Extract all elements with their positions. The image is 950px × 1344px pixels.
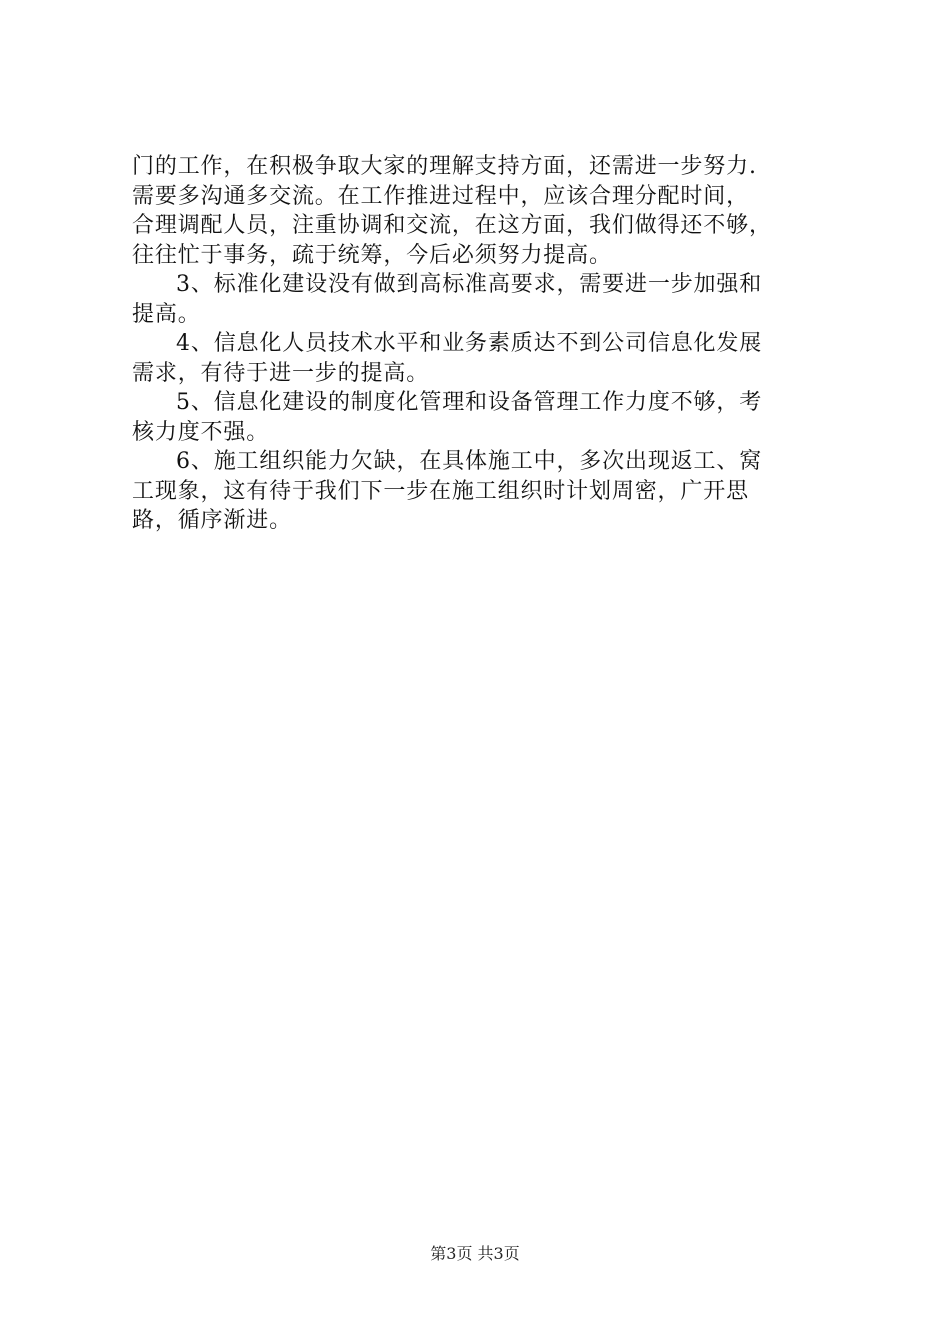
text-line: 5、信息化建设的制度化管理和设备管理工作力度不够，考 [176, 390, 763, 415]
body-text [132, 152, 832, 536]
page-number-label: 第3页 共3页 [430, 1244, 520, 1263]
text-line: 门的工作，在积极争取大家的理解支持方面，还需进一步努力. [132, 154, 757, 179]
text-line: 往往忙于事务，疏于统筹，今后必须努力提高。 [132, 242, 612, 268]
text-line: 提高。 [132, 301, 201, 327]
text-line: 3、标准化建设没有做到高标准高要求，需要进一步加强和 [176, 272, 763, 297]
text-line: 核力度不强。 [132, 419, 270, 445]
text-line: 4、信息化人员技术水平和业务素质达不到公司信息化发展 [176, 331, 763, 356]
text-line: 需求，有待于进一步的提高。 [132, 360, 430, 386]
text-line: 需要多沟通多交流。在工作推进过程中，应该合理分配时间， [132, 183, 749, 209]
text-line: 合理调配人员，注重协调和交流，在这方面，我们做得还不够， [132, 213, 772, 238]
text-line: 工现象，这有待于我们下一步在施工组织时计划周密，广开思 [132, 478, 749, 504]
page-footer [0, 1244, 950, 1264]
text-line: 路，循序渐进。 [132, 508, 292, 533]
text-line: 6、施工组织能力欠缺，在具体施工中，多次出现返工、窝 [176, 449, 763, 474]
